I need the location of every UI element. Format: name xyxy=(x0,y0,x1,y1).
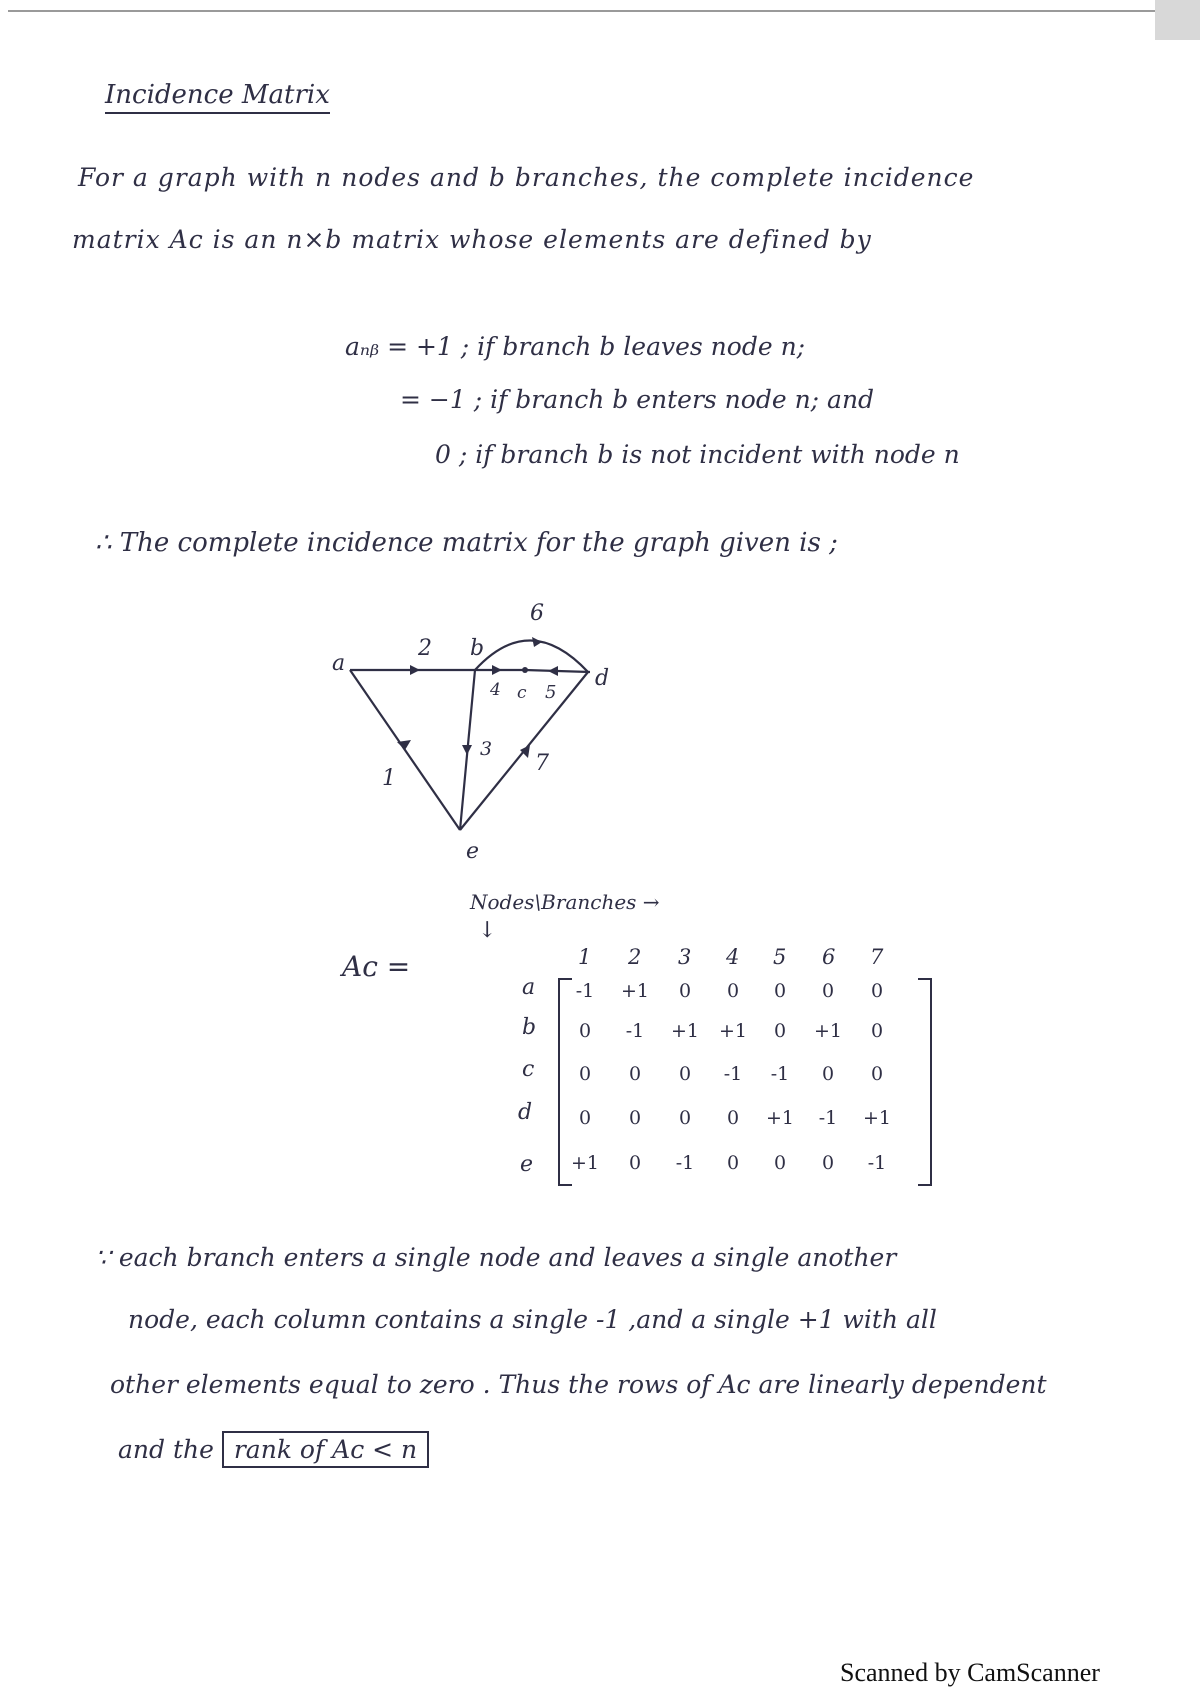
column-header: 2 xyxy=(628,945,642,969)
matrix-cell: 0 xyxy=(678,1107,692,1129)
node-a-label: a xyxy=(332,651,346,676)
matrix-cell: +1 xyxy=(765,1107,794,1129)
branch-5-label: 5 xyxy=(545,682,557,703)
definition-line-3: 0 ; if branch b is not incident with node n xyxy=(435,440,960,469)
column-header: 3 xyxy=(678,945,692,969)
matrix-cell: 0 xyxy=(678,980,692,1002)
therefore-line: ∴ The complete incidence matrix for the graph given is ; xyxy=(95,528,838,558)
matrix-cell: 0 xyxy=(821,1063,835,1085)
matrix-cell: 0 xyxy=(678,1063,692,1085)
arrow-branch-6 xyxy=(532,637,542,647)
matrix-cell: 0 xyxy=(578,1063,592,1085)
arrow-branch-7 xyxy=(520,745,530,758)
column-header: 5 xyxy=(773,945,787,969)
matrix-cell: 0 xyxy=(726,1107,740,1129)
matrix-cell: +1 xyxy=(718,1020,747,1042)
node-c-label: c xyxy=(517,683,527,703)
node-c-dot xyxy=(522,667,528,673)
matrix-cell: 0 xyxy=(726,1152,740,1174)
matrix-cell: -1 xyxy=(625,1020,645,1042)
matrix-cell: 0 xyxy=(578,1020,592,1042)
matrix-cell: -1 xyxy=(575,980,595,1002)
branch-6-label: 6 xyxy=(530,601,544,626)
matrix-cell: +1 xyxy=(862,1107,891,1129)
node-e-label: e xyxy=(466,839,480,864)
matrix-cell: +1 xyxy=(813,1020,842,1042)
matrix-label: Aᴄ = xyxy=(342,950,411,983)
node-d-label: d xyxy=(595,666,610,691)
arrow-branch-3 xyxy=(462,745,472,755)
matrix-cell: +1 xyxy=(670,1020,699,1042)
matrix-cell: 0 xyxy=(773,980,787,1002)
conclusion-line-2: node, each column contains a single -1 ,and a single +1 with all xyxy=(128,1305,937,1334)
matrix-cell: 0 xyxy=(870,980,884,1002)
circuit-graph xyxy=(320,600,660,880)
matrix-cell: -1 xyxy=(675,1152,695,1174)
arrow-branch-2 xyxy=(410,665,420,675)
matrix-cell: -1 xyxy=(818,1107,838,1129)
rank-result-box: rank of Aᴄ < n xyxy=(222,1431,429,1468)
branch-7-label: 7 xyxy=(535,751,549,776)
matrix-cell: +1 xyxy=(620,980,649,1002)
branch-1-label: 1 xyxy=(382,766,396,791)
matrix-cell: 0 xyxy=(870,1063,884,1085)
conclusion-line-3: other elements equal to zero . Thus the rows of Aᴄ are linearly dependent xyxy=(110,1370,1047,1399)
matrix-cell: 0 xyxy=(628,1152,642,1174)
matrix-cell: -1 xyxy=(723,1063,743,1085)
branch-3-label: 3 xyxy=(480,738,493,760)
matrix-right-bracket xyxy=(918,978,932,1186)
matrix-cell: +1 xyxy=(570,1152,599,1174)
node-b-label: b xyxy=(470,636,485,661)
matrix-cell: 0 xyxy=(628,1107,642,1129)
definition-line-2: = −1 ; if branch b enters node n; and xyxy=(400,385,875,414)
arrow-branch-5 xyxy=(548,666,558,676)
matrix-cell: 0 xyxy=(821,1152,835,1174)
intro-line-1: For a graph with n nodes and b branches, the complete incidence xyxy=(78,163,975,192)
definition-line-1: aₙᵦ = +1 ; if branch b leaves node n; xyxy=(345,332,806,361)
branch-4-label: 4 xyxy=(490,680,501,700)
conclusion-prefix: and the xyxy=(118,1435,214,1464)
matrix-cell: 0 xyxy=(726,980,740,1002)
matrix-cell: 0 xyxy=(821,980,835,1002)
column-header: 6 xyxy=(822,945,836,969)
scanner-watermark: Scanned by CamScanner xyxy=(840,1658,1100,1687)
matrix-cell: -1 xyxy=(867,1152,887,1174)
matrix-axis-header: Nodes\Branches → xyxy=(470,890,660,914)
column-header: 4 xyxy=(726,945,740,969)
row-label-d: d xyxy=(518,1100,533,1125)
intro-line-2: matrix Aᴄ is an n×b matrix whose elements are defined by xyxy=(72,225,872,254)
row-label-c: c xyxy=(522,1057,535,1082)
branch-2-label: 2 xyxy=(418,636,432,661)
matrix-cell: 0 xyxy=(773,1020,787,1042)
nodes-down-arrow: ↓ xyxy=(478,918,497,943)
matrix-cell: 0 xyxy=(870,1020,884,1042)
matrix-cell: -1 xyxy=(770,1063,790,1085)
column-header: 7 xyxy=(870,945,884,969)
top-rule xyxy=(8,10,1168,12)
column-header: 1 xyxy=(578,945,592,969)
conclusion-line-4 xyxy=(118,1435,429,1464)
matrix-cell: 0 xyxy=(773,1152,787,1174)
page-edge-shadow xyxy=(1155,0,1200,40)
matrix-cell: 0 xyxy=(628,1063,642,1085)
branch-6-edge xyxy=(475,640,588,672)
row-label-e: e xyxy=(520,1152,534,1177)
matrix-cell: 0 xyxy=(578,1107,592,1129)
row-label-b: b xyxy=(522,1015,537,1040)
page-title: Incidence Matrix xyxy=(105,80,330,114)
conclusion-line-1: ∵ each branch enters a single node and leaves a single another xyxy=(95,1243,897,1272)
arrow-branch-4 xyxy=(492,665,502,675)
row-label-a: a xyxy=(522,975,536,1000)
